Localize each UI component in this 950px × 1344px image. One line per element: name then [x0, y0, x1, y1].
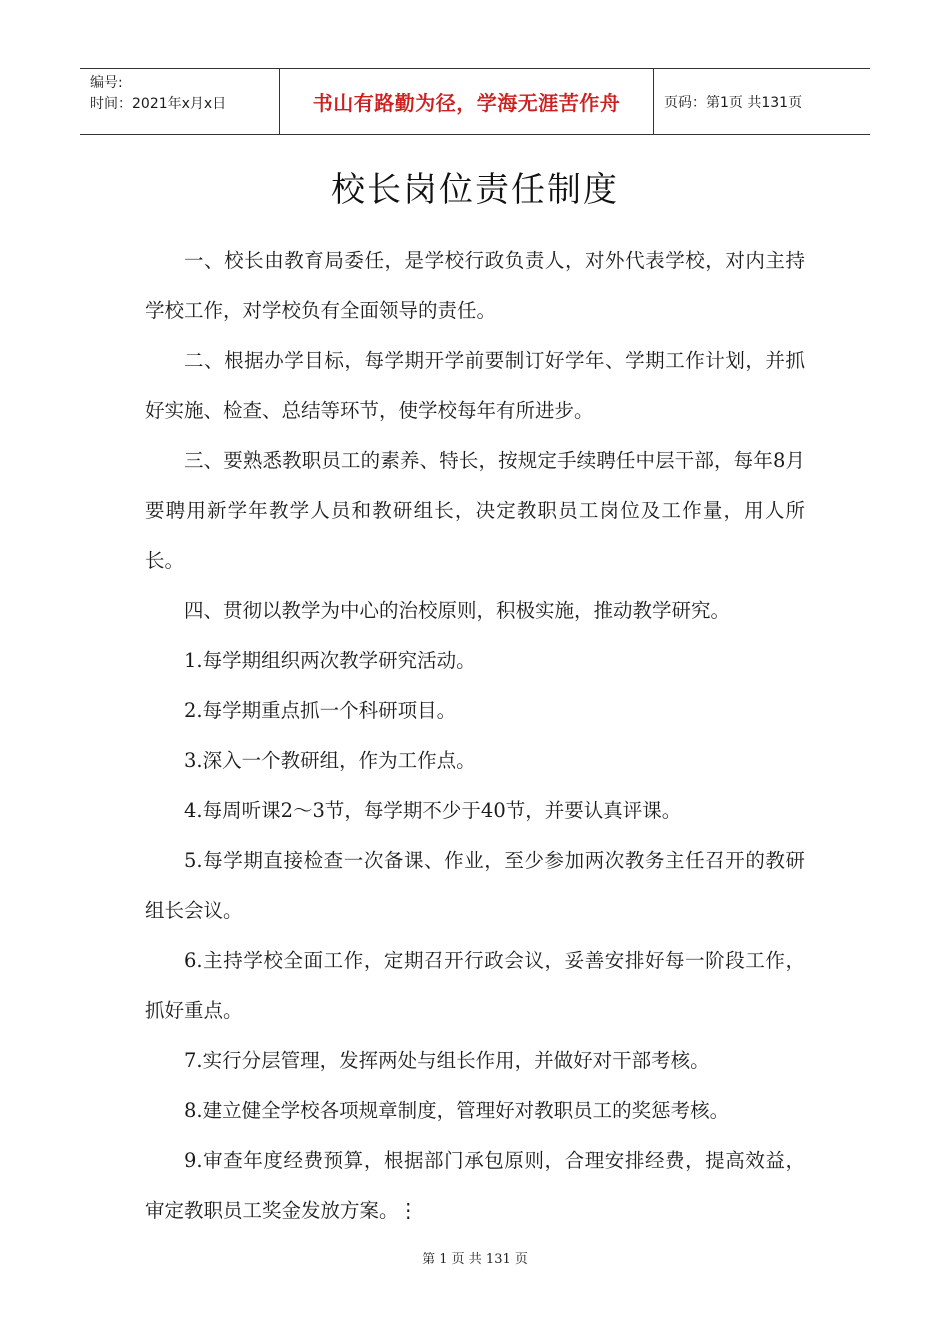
paragraph: 四、贯彻以教学为中心的治校原则，积极实施，推动教学研究。: [184, 599, 731, 622]
document-title: 校长岗位责任制度: [331, 170, 619, 210]
number-label: 编号:: [90, 75, 123, 91]
paragraph: 6.主持学校全面工作，定期召开行政会议，妥善安排好每一阶段工作，抓好重点。: [145, 949, 805, 1022]
paragraph: 二、根据办学目标，每学期开学前要制订好学年、学期工作计划，并抓好实施、检查、总结等环节，使学校每年有所进步。: [145, 349, 805, 422]
header-motto-cell: [280, 69, 654, 134]
paragraph: 一、校长由教育局委任，是学校行政负责人，对外代表学校，对内主持学校工作，对学校负有全面领导的责任。: [145, 249, 805, 322]
page-footer: 第 1 页 共 131 页: [422, 1252, 528, 1267]
page-info: 页码：第1页 共131页: [664, 94, 803, 111]
time-label: 时间：2021年x月x日: [90, 96, 227, 112]
paragraph: 1.每学期组织两次教学研究活动。: [184, 649, 476, 672]
paragraph: 9.审查年度经费预算，根据部门承包原则，合理安排经费，提高效益，审定教职员工奖金发放方案。⋮: [145, 1149, 805, 1222]
paragraph: 8.建立健全学校各项规章制度，管理好对教职员工的奖惩考核。: [184, 1099, 730, 1122]
motto-text: 书山有路勤为径，学海无涯苦作舟: [312, 91, 621, 115]
paragraph: 三、要熟悉教职员工的素养、特长，按规定手续聘任中层干部，每年8月要聘用新学年教学人员和教研组长，决定教职员工岗位及工作量，用人所长。: [145, 449, 805, 572]
header-meta-cell: [80, 69, 280, 134]
document-body: [145, 236, 805, 1236]
paragraph: 4.每周听课2～3节，每学期不少于40节，并要认真评课。: [184, 799, 682, 822]
paragraph: 5.每学期直接检查一次备课、作业，至少参加两次教务主任召开的教研组长会议。: [145, 849, 805, 922]
paragraph: 3.深入一个教研组，作为工作点。: [184, 749, 476, 772]
header-page-cell: [654, 69, 870, 134]
paragraph: 2.每学期重点抓一个科研项目。: [184, 699, 457, 722]
paragraph: 7.实行分层管理，发挥两处与组长作用，并做好对干部考核。: [184, 1049, 710, 1072]
header-table: [80, 68, 870, 135]
